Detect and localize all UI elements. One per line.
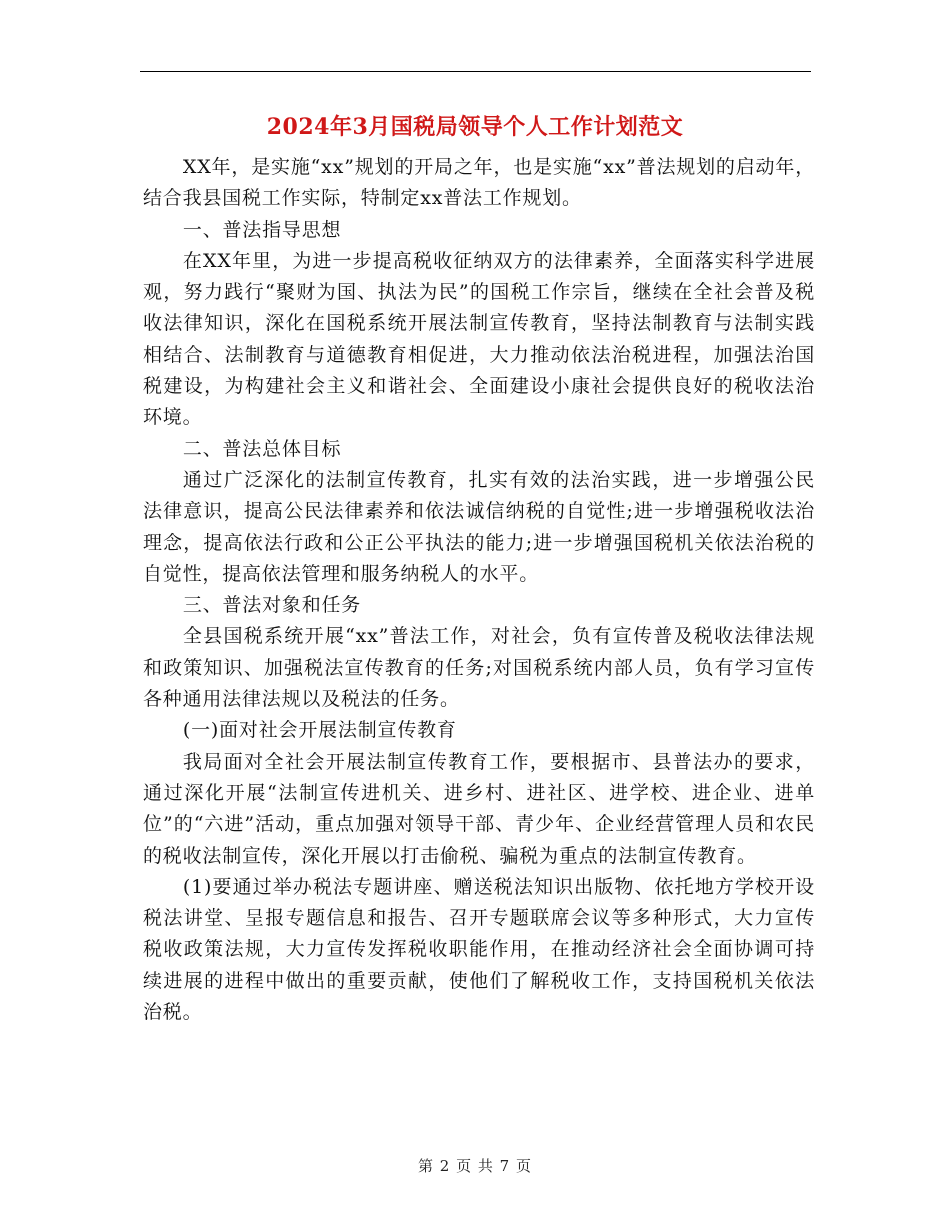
paragraph-targets-tasks: 全县国税系统开展“xx”普法工作，对社会，负有宣传普及税收法律法规和政策知识、加强税法宣传教育的任务;对国税系统内部人员，负有学习宣传各种通用法律法规以及税法的任务。: [143, 625, 815, 711]
paragraph-item-1: (1)要通过举办税法专题讲座、赠送税法知识出版物、依托地方学校开设税法讲堂、呈报专题信息和报告、召开专题联席会议等多种形式，大力宣传税收政策法规，大力宣传发挥税收职能作用，在推动经济社会全面协调可持续进展的进程中做出的重要贡献，使他们了解税收工作，支持国税机关依法治税。: [143, 875, 815, 1024]
heading-society-education: (一)面对社会开展法制宣传教育: [182, 719, 457, 742]
heading-targets-tasks: 三、普法对象和任务: [182, 594, 362, 617]
paragraph-society-education: 我局面对全社会开展法制宣传教育工作，要根据市、县普法办的要求，通过深化开展“法制宣传进机关、进乡村、进社区、进学校、进企业、进单位”的“六进”活动，重点加强对领导干部、青少年、企业经营管理人员和农民的税收法制宣传，深化开展以打击偷税、骗税为重点的法制宣传教育。: [143, 750, 815, 867]
paragraph-overall-goal: 通过广泛深化的法制宣传教育，扎实有效的法治实践，进一步增强公民法律意识，提高公民法律素养和依法诚信纳税的自觉性;进一步增强税收法治理念，提高依法行政和公正公平执法的能力;进一步增强国税机关依法治税的自觉性，提高依法管理和服务纳税人的水平。: [143, 468, 815, 585]
paragraph-guiding-ideology: 在XX年里，为进一步提高税收征纳双方的法律素养，全面落实科学进展观，努力践行“聚财为国、执法为民”的国税工作宗旨，继续在全社会普及税收法律知识，深化在国税系统开展法制宣传教育，坚持法制教育与法制实践相结合、法制教育与道德教育相促进，大力推动依法治税进程，加强法治国税建设，为构建社会主义和谐社会、全面建设小康社会提供良好的税收法治环境。: [143, 249, 815, 429]
header-rule: [140, 71, 811, 72]
paragraph-intro: XX年，是实施“xx”规划的开局之年，也是实施“xx”普法规划的启动年，结合我县国税工作实际，特制定xx普法工作规划。: [143, 156, 815, 210]
document-body: [143, 152, 815, 1028]
heading-guiding-ideology: 一、普法指导思想: [182, 218, 342, 241]
page-number-footer: 第 2 页 共 7 页: [418, 1157, 532, 1175]
document-title: 2024年3月国税局领导个人工作计划范文: [266, 114, 684, 140]
heading-overall-goal: 二、普法总体目标: [182, 437, 342, 460]
